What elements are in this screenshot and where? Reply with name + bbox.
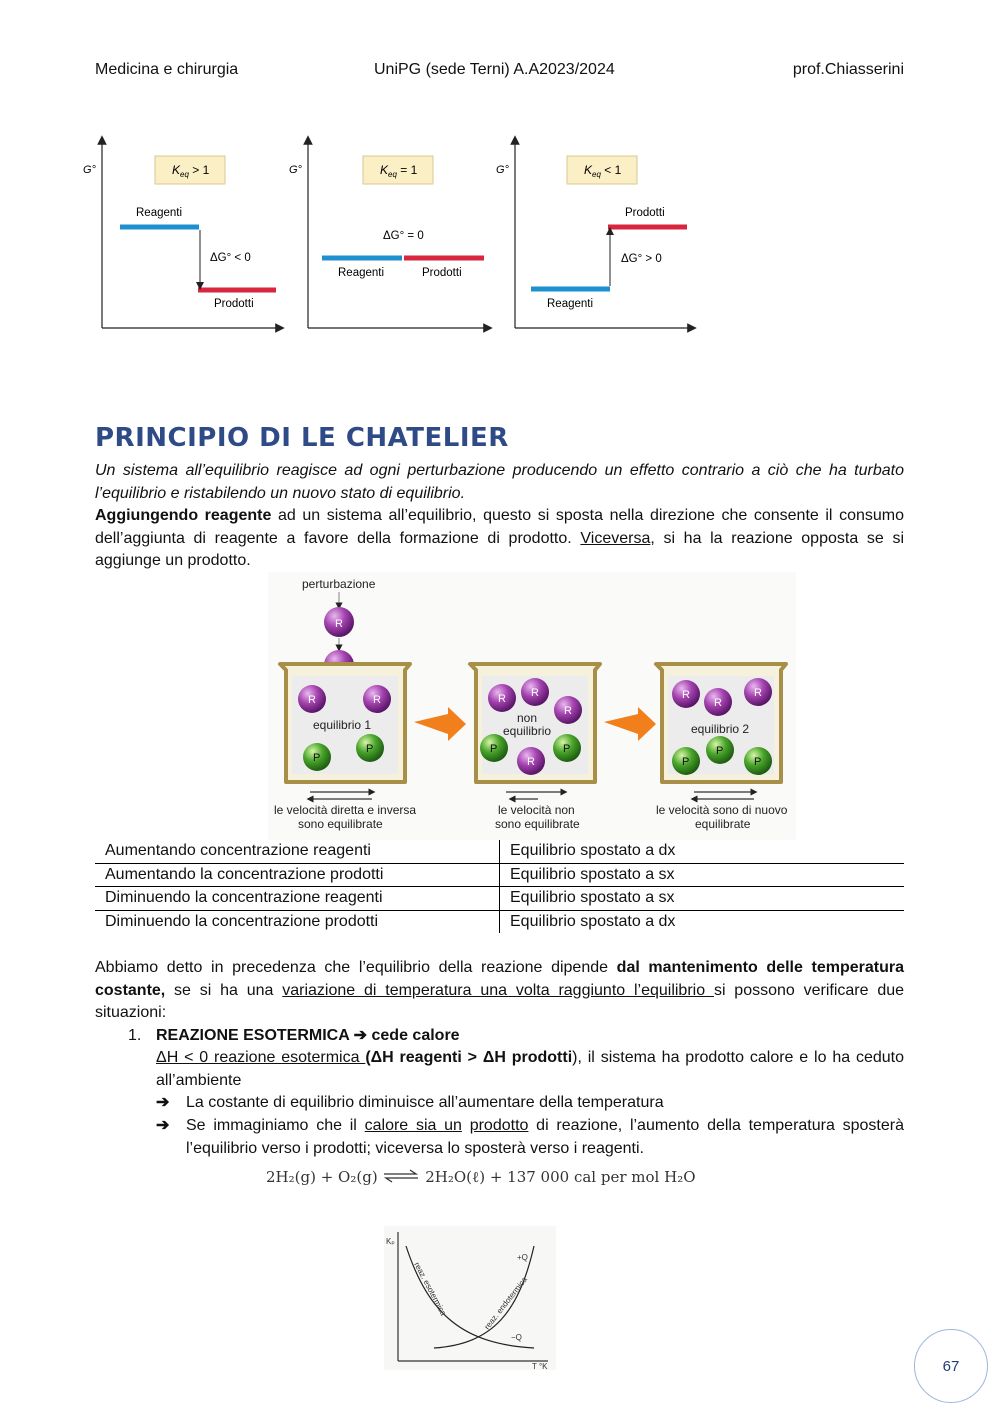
svg-text:P: P [716,745,724,757]
header-left: Medicina e chirurgia [95,61,239,78]
svg-text:+Q: +Q [517,1253,528,1262]
label-prodotti: Prodotti [214,298,254,310]
list-number: 1. [128,1027,142,1044]
svg-text:P: P [754,756,762,768]
svg-text:equilibrate: equilibrate [695,817,751,831]
svg-text:R: R [335,618,343,630]
svg-text:R: R [682,689,690,701]
svg-text:R: R [754,687,762,699]
bullet-2: Se immaginiamo che il calore sia un prodotto di reazione, l’aumento della temperatura sposterà l’equilibrio verso i prodotti; viceversa lo sposterà verso i reagenti. [186,1117,904,1157]
delta-g: ΔG° < 0 [210,252,251,264]
header-center: UniPG (sede Terni) A.A2023/2024 [374,61,615,78]
keq-temperature-graph [384,1226,556,1370]
svg-text:reaz. endotermica: reaz. endotermica [482,1275,529,1332]
svg-text:R: R [564,705,572,717]
svg-text:P: P [563,743,571,755]
diagram-keq-equal-1 [289,140,488,328]
svg-text:G°: G° [289,164,302,176]
svg-text:sono equilibrate: sono equilibrate [298,817,383,831]
svg-text:non: non [517,711,538,725]
svg-text:R: R [527,756,535,768]
table-cell: Diminuendo la concentrazione reagenti [95,887,500,911]
table-row [95,840,904,863]
axis-label: G° [83,164,96,176]
table-row [95,863,904,887]
svg-text:le velocità diretta e inversa: le velocità diretta e inversa [274,803,417,817]
svg-text:P: P [682,756,690,768]
arrow-right-icon: ➔ [156,1117,170,1134]
svg-text:le velocità sono di nuovo: le velocità sono di nuovo [656,803,788,817]
svg-text:R: R [714,697,722,709]
beaker-equilibrio-2 [656,664,786,782]
svg-text:P: P [366,743,374,755]
equilibrium-arrow-icon [382,1169,420,1187]
svg-text:ΔG° = 0: ΔG° = 0 [383,230,424,242]
svg-text:ΔG° > 0: ΔG° > 0 [621,253,662,265]
exothermic-description: ΔH < 0 reazione esotermica (ΔH reagenti > ΔH prodotti), il sistema ha prodotto calore e lo ha ceduto all’ambiente [156,1049,904,1089]
svg-text:Reagenti: Reagenti [338,267,385,279]
svg-text:equilibrio: equilibrio [503,724,552,738]
svg-text:Reagenti: Reagenti [547,298,594,310]
svg-text:le velocità non: le velocità non [498,803,575,817]
svg-text:G°: G° [496,164,509,176]
svg-text:R: R [373,694,381,706]
diagram-keq-greater-1 [83,140,280,328]
paragraph-adding-reagent: Aggiungendo reagente ad un sistema all’equilibrio, questo si sposta nella direzione che consente il consumo dell’aggiunta di reagente a favore della formazione di prodotto. Viceversa, si ha la reazione opposta se si aggiunge un prodotto. [95,507,905,569]
list-heading: REAZIONE ESOTERMICA ➔ cede calore [156,1027,460,1044]
svg-text:Prodotti: Prodotti [422,267,462,279]
svg-text:T °K: T °K [532,1362,548,1370]
svg-text:Keq = 1: $K_{eq} = 1$ [380,163,418,179]
svg-text:equilibrio 2: equilibrio 2 [691,722,750,736]
header-right: prof.Chiasserini [792,61,904,78]
table-cell: Equilibrio spostato a dx [510,912,676,930]
arrow-right-icon: ➔ [353,1027,368,1044]
le-chatelier-figure [268,572,796,840]
table-cell: Aumentando concentrazione reagenti [95,840,500,863]
arrow-right-icon: ➔ [156,1094,170,1111]
svg-text:P: P [313,752,321,764]
svg-text:Kₚ: Kₚ [386,1237,395,1246]
diagram-keq-less-1 [496,140,692,328]
svg-text:Keq < 1: $K_{eq} < 1$ [584,163,622,179]
svg-text:P: P [490,743,498,755]
section-title: PRINCIPIO DI LE CHATELIER [95,423,509,453]
le-chatelier-table [95,840,904,933]
bullet-1: La costante di equilibrio diminuisce all’aumentare della temperatura [186,1094,664,1111]
svg-text:R: R [531,687,539,699]
perturbation-label: perturbazione [302,577,376,591]
table-row [95,887,904,911]
table-cell: Equilibrio spostato a sx [510,889,675,906]
table-cell: Equilibrio spostato a sx [510,865,675,883]
reaction-equation: 2H₂(g) + O₂(g) 2H₂O(ℓ) + 137 000 cal per mol H₂O [266,1168,696,1186]
label-reagenti: Reagenti [136,207,183,219]
svg-text:Prodotti: Prodotti [625,207,665,219]
beaker-equilibrio-1 [280,664,410,782]
intro-paragraph: Un sistema all’equilibrio reagisce ad ogni perturbazione producendo un effetto contrario a ciò che ha turbato l’equilibrio e ristabilendo un nuovo stato di equilibrio. [95,462,904,502]
page-number: 67 [914,1329,988,1403]
temperature-paragraph: Abbiamo detto in precedenza che l’equilibrio della reazione dipende dal mantenimento delle temperatura costante, se si ha una variazione di temperatura una volta raggiunto l’equilibrio si possono verificare due situazioni: [95,959,905,1021]
table-cell: Aumentando la concentrazione prodotti [95,863,500,887]
svg-text:−Q: −Q [511,1333,522,1342]
gibbs-energy-diagrams [80,130,700,335]
table-cell: Equilibrio spostato a dx [510,842,676,859]
svg-text:sono equilibrate: sono equilibrate [495,817,580,831]
svg-text:equilibrio 1: equilibrio 1 [313,718,372,732]
table-row [95,910,904,933]
beaker-non-equilibrio [470,664,600,782]
svg-text:R: R [498,693,506,705]
svg-text:reaz. esotermica: reaz. esotermica [412,1260,448,1318]
svg-text:Keq > 1: $K_{eq} > 1$ [172,163,210,179]
svg-text:R: R [308,694,316,706]
table-cell: Diminuendo la concentrazione prodotti [95,910,500,933]
